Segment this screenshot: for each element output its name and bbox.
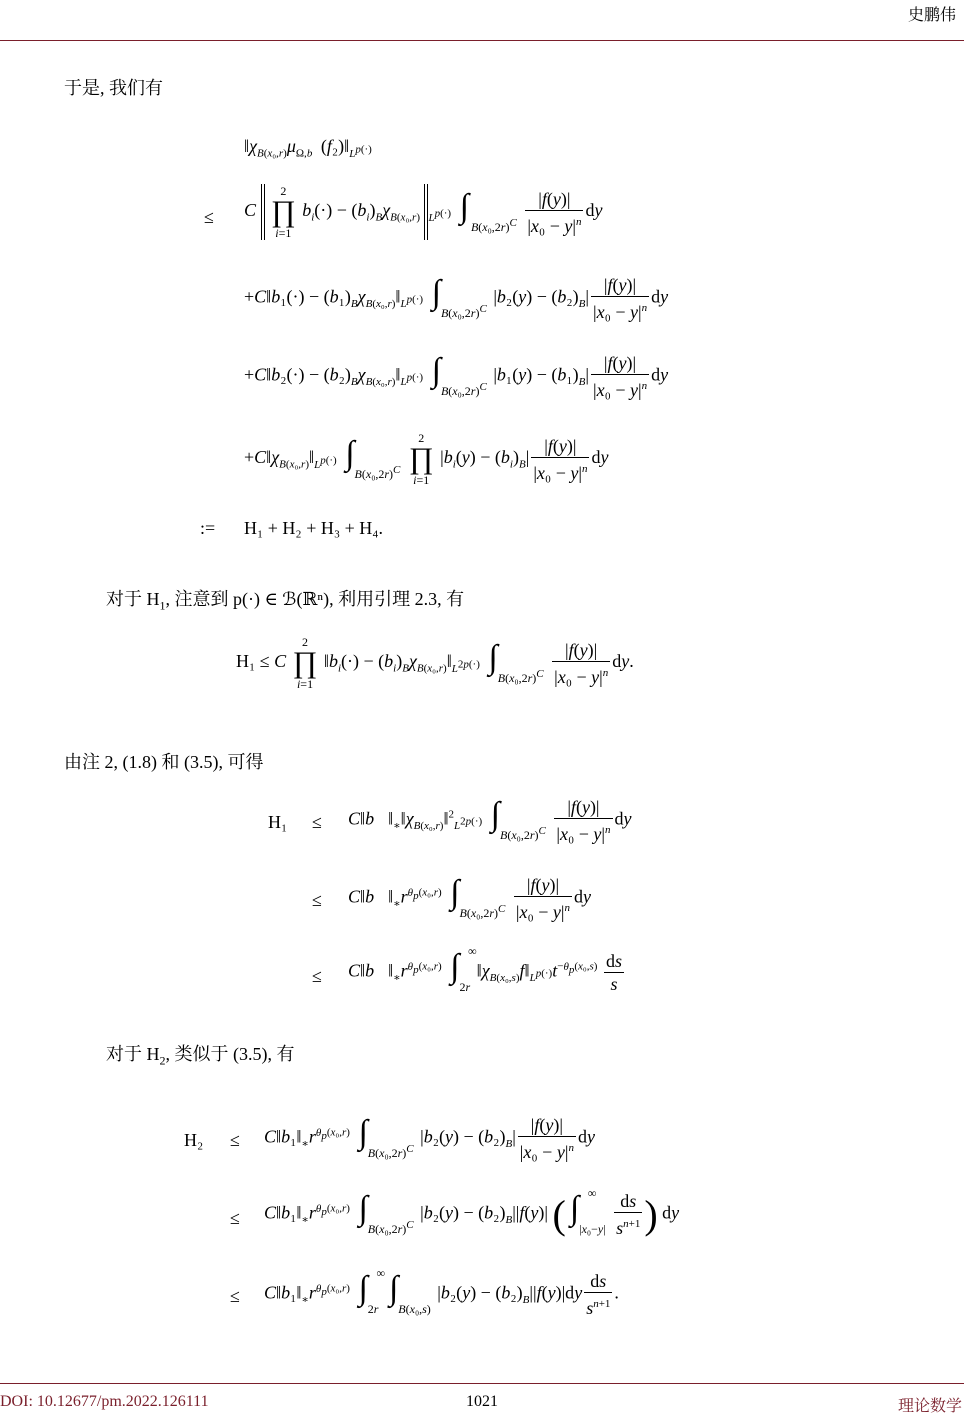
eq1-line0: $‖\chi_{B(x_0,r)}\mu_{\Omega,b⃗}(f_2)‖_{L^{p(\cdot)}}$ xyxy=(244,136,372,160)
paragraph-intro: 于是, 我们有 xyxy=(64,78,163,98)
eq4-le-3: ≤ xyxy=(230,1286,240,1306)
eq4-h2-label: H₂ xyxy=(184,1130,204,1150)
eq3-le-1: ≤ xyxy=(312,812,322,832)
header-author: 史鹏伟 xyxy=(907,7,956,24)
eq1-line1: C 2 ∏ i=1 $b_i(\cdot) - (b_i)_B\chi_{B(x_0,r)}$ $_{L^{p(\cdot)}}$ $\int_{B(x_0,2r)^C}$ $\frac{|f(y)|}{|x_0 - y|^n}$ dy xyxy=(244,184,603,240)
eq4-le-2: ≤ xyxy=(230,1208,240,1228)
eq1-le-1: ≤ xyxy=(204,207,214,227)
eq3-line2: $C‖b⃗‖_∗r^{\theta_p(x_0,r)}$ $\int_{B(x_0,2r)^C}$ $\frac{|f(y)|}{|x_0 - y|^n}$ dy xyxy=(348,874,592,922)
eq3-le-2: ≤ xyxy=(312,890,322,910)
footer-page-number: 1021 xyxy=(466,1393,498,1410)
eq1-line2: +C‖b₁(·) − $(b_1)_B\chi_{B(x_0,r)}‖_{L^{p(\cdot)}}$ $\int_{B(x_0,2r)^C}$ $|b_2(y) - (b_2)_B|$ $\frac{|f(y)|}{|x_0 - y|^n}$ dy xyxy=(244,274,669,322)
eq1-defeq: := xyxy=(200,518,216,538)
header-rule xyxy=(0,40,964,41)
paragraph-h1-derivation: 由注 2, (1.8) 和 (3.5), 可得 xyxy=(64,752,264,772)
eq1-line3: +C‖b₂(·) − $(b_2)_B\chi_{B(x_0,r)}‖_{L^{p(\cdot)}}$ $\int_{B(x_0,2r)^C}$ $|b_1(y) - (b_1)_B|$ $\frac{|f(y)|}{|x_0 - y|^n}$ dy xyxy=(244,352,669,400)
eq3-line1: $C‖b⃗‖_∗‖\chi_{B(x_0,r)}‖^2_{L^{2p(\cdot)}}$ $\int_{B(x_0,2r)^C}$ $\frac{|f(y)|}{|x_0 - y|^n}$ dy xyxy=(348,796,632,844)
eq1-sum: H₁ + H₂ + H₃ + H₄. xyxy=(244,518,384,538)
eq4-le-1: ≤ xyxy=(230,1130,240,1150)
eq4-line1: $C‖b_1‖_∗r^{\theta_p(x_0,r)}$ $\int_{B(x_0,2r)^C}$ $|b_2(y) - (b_2)_B|$ $\frac{|f(y)|}{|x_0 - y|^n}$ dy xyxy=(264,1114,595,1162)
paragraph-h2-intro: 对于 $H_2$, 类似于 (3.5), 有 xyxy=(106,1044,295,1068)
footer-journal: 理论数学 xyxy=(897,1398,962,1415)
footer-doi[interactable]: DOI: 10.12677/pm.2022.126111 xyxy=(0,1393,209,1410)
eq3-line3: $C‖b⃗‖_∗r^{\theta_p(x_0,r)}$ ∫ ∞ $_{2r}$ $‖\chi_{B(x_0,s)}f‖_{L^{p(\cdot)}}t^{-\theta_p(x_0,s)}$ $\frac{ds}{s}$ xyxy=(348,944,622,994)
eq2-h1-estimate: H₁ ≤ C 2 ∏ i=1 $‖b_i(\cdot)$ − $(b_i)_B\chi_{B(x_0,r)}‖_{L^{2p(\cdot)}}$ $\int_{B(x_0,2r)^C}$ $\frac{|f(y)|}{|x_0 - y|^n}$ dy. xyxy=(236,635,634,691)
eq3-h1-label: H₁ xyxy=(268,812,288,832)
paragraph-h1-intro: 对于 $H_1$, 注意到 p(·) ∈ ℬ(ℝⁿ), 利用引理 2.3, 有 xyxy=(106,589,465,613)
eq4-line2: $C‖b_1‖_∗r^{\theta_p(x_0,r)}$ $\int_{B(x_0,2r)^C}$ $|b_2(y) - (b_2)_B||f(y)|$ ( ∫ ∞ $_{|x_0-y|}$ $\frac{ds}{s^{n+1}}$ ) dy xyxy=(264,1186,680,1238)
eq3-le-3: ≤ xyxy=(312,966,322,986)
eq1-line4: $+C‖\chi_{B(x_0,r)}‖_{L^{p(\cdot)}}$ $\int_{B(x_0,2r)^C}$ 2 ∏ i=1 $|b_i(y) - (b_i)_B|$ $\frac{|f(y)|}{|x_0 - y|^n}$ dy xyxy=(244,431,609,487)
eq4-line3: $C‖b_1‖_∗r^{\theta_p(x_0,r)}$ ∫ ∞ $_{2r}$ $\int_{B(x_0,s)}$ $|b_2(y) - (b_2)_B||f(y)|dy$ $\frac{ds}{s^{n+1}}$ . xyxy=(264,1266,619,1318)
footer-rule xyxy=(0,1383,964,1384)
